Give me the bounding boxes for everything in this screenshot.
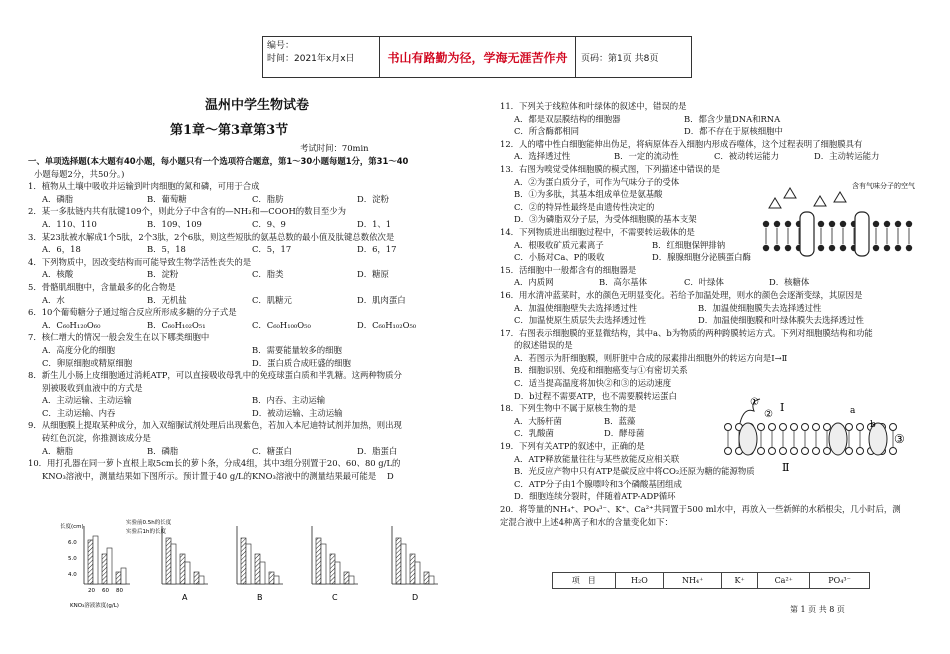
q12-stem: 12．人的嗜中性白细胞能伸出伪足，将病原体吞入细胞内形成吞噬体，这个过程表明了细胞膜具有	[500, 138, 863, 149]
phospholipid-head	[857, 448, 864, 455]
q4-options	[28, 268, 476, 281]
chart-panel-label: A	[182, 593, 188, 602]
q19-stem: 19．下列有关ATP的叙述中，正确的是	[500, 441, 645, 452]
phospholipid-head	[890, 424, 897, 431]
q3-option-a[interactable]: A．6，18	[42, 244, 81, 255]
q14-stem: 14．下列物质进出细胞过程中，不需要转运载体的是	[500, 226, 695, 237]
q11-option-a[interactable]: A．都是双层膜结构的细胞器	[514, 113, 621, 124]
odorant-molecule	[784, 188, 796, 198]
q10-line1: 10．用打孔器在同一萝卜直根上取5cm长的萝卜条，分成4组，其中3组分别置于20、60、80 g/L的	[28, 458, 401, 469]
q12-option-a[interactable]: A．选择透过性	[514, 151, 571, 162]
header-motto: 书山有路勤为径，学海无涯苦作舟	[380, 37, 576, 77]
q10-chart-figure	[60, 516, 480, 608]
q6-option-c[interactable]: C．C₆₀H₁₀₀O₅₀	[252, 319, 311, 330]
receptor-protein	[800, 212, 814, 256]
q20-line2: 定混合液中上述4种离子和水的含量变化如下：	[500, 516, 673, 527]
q4-option-b[interactable]: B．淀粉	[147, 269, 179, 280]
chart-bar-after	[349, 576, 354, 584]
q6-stem: 6．10个葡萄糖分子通过缩合反应所形成多糖的分子式是	[28, 307, 237, 318]
page-footer: 第 1 页 共 8 页	[790, 605, 845, 614]
q11-option-c[interactable]: C．所含酶都相同	[514, 126, 580, 137]
q11-option-d[interactable]: D．都不存在于原核细胞中	[684, 126, 783, 137]
chart-bar-after	[429, 576, 434, 584]
chart-bar-before	[88, 540, 93, 584]
chart-bar-after	[171, 544, 176, 584]
q3-option-b[interactable]: B．5，18	[147, 244, 186, 255]
q13-option-a[interactable]: A．②为蛋白质分子，可作为气味分子的受体	[514, 176, 680, 187]
phospholipid-head	[763, 245, 769, 251]
q14-option-b[interactable]: B．红细胞保钾排钠	[652, 239, 726, 250]
phospholipid-head	[791, 424, 798, 431]
q19-option-b[interactable]: B．光反应产物中只有ATP是碳反应中将CO₂还原为糖的能源物质	[514, 466, 755, 477]
phospholipid-head	[725, 448, 732, 455]
chart-bar-before	[241, 538, 246, 584]
q14-option-d[interactable]: D．腺腺细胞分泌胰蛋白酶	[652, 252, 751, 263]
phospholipid-head	[813, 448, 820, 455]
q15-options	[500, 276, 920, 289]
q17-option-b[interactable]: B．细胞识别、免疫和细胞癌变与①有密切关系	[514, 365, 688, 376]
header-meta	[263, 37, 380, 77]
chart-bar-before	[102, 554, 107, 584]
chart-ytick: 6.0	[68, 540, 77, 546]
q13-stem: 13．右图为嗅觉受体细胞膜的模式图，下列描述中错误的是	[500, 163, 721, 174]
q7-option-b[interactable]: B．需要能量较多的细胞	[252, 344, 342, 355]
phospholipid-head	[725, 424, 732, 431]
left-column	[28, 155, 476, 482]
q6-option-d[interactable]: D．C₆₀H₁₀₂O₅₀	[357, 319, 417, 330]
q1-option-a[interactable]: A．磷脂	[42, 193, 74, 204]
phospholipid-head	[758, 424, 765, 431]
chart-bar-before	[116, 572, 121, 584]
chart-bar-after	[335, 562, 340, 584]
membrane-protein	[739, 423, 757, 455]
chart-bar-after	[185, 562, 190, 584]
q7-options-row-2	[28, 357, 476, 370]
chart-bar-after	[274, 576, 279, 584]
q9-line1: 9．从细胞膜上提取某种成分，加入双缩脲试剂处理后出现紫色，若加入本尼迪特试剂并加热，则出现	[28, 420, 402, 431]
phospholipid-head	[829, 221, 835, 227]
section-heading-cont: 小题每题2分，共50分。)	[34, 168, 125, 179]
q15-option-b[interactable]: B．高尔基体	[599, 277, 648, 288]
q18-option-d[interactable]: D．酵母菌	[604, 428, 645, 439]
q16-option-d[interactable]: D．加温使细胞膜和叶绿体膜失去选择透过性	[698, 315, 864, 326]
q18-stem: 18．下列生物中不属于原核生物的是	[500, 403, 637, 414]
q9-option-a[interactable]: A．糖脂	[42, 445, 74, 456]
q2-option-c[interactable]: C．9、9	[252, 218, 286, 229]
q2-option-a[interactable]: A．110、110	[42, 218, 97, 229]
q16-option-b[interactable]: B．加温使细胞膜失去选择透过性	[698, 302, 822, 313]
q4-option-a[interactable]: A．核酸	[42, 269, 74, 280]
q20-table-cell: H₂O	[615, 573, 664, 589]
q13-figure-label: 含有气味分子的空气	[852, 182, 915, 190]
q20-table-cell: K⁺	[721, 573, 757, 589]
chart-bar-after	[121, 568, 126, 584]
q16-option-a[interactable]: A．加温使细胞壁失去选择透过性	[514, 302, 638, 313]
q11-option-b[interactable]: B．都含少量DNA和RNA	[684, 113, 781, 124]
phospholipid-head	[873, 245, 879, 251]
chart-bar-before	[396, 538, 401, 584]
chart-bar-after	[415, 562, 420, 584]
chart-bar-before	[166, 538, 171, 584]
q15-stem: 15．活细胞中一般都含有的细胞器是	[500, 264, 637, 275]
q13-option-c[interactable]: C．②的特异性最终是由遗传性决定的	[514, 201, 655, 212]
q17-option-a[interactable]: A．若图示为肝细胞膜，则肝脏中合成的尿素排出细胞外的转运方向是Ⅰ→Ⅱ	[514, 352, 788, 363]
membrane-protein	[829, 423, 847, 455]
chart-bar-after	[199, 576, 204, 584]
phospholipid-head	[829, 245, 835, 251]
chart-ytick: 4.0	[68, 572, 77, 578]
q15-option-a[interactable]: A．内质网	[514, 277, 554, 288]
q7-options-row-1	[28, 344, 476, 357]
chart-panel-label: B	[257, 593, 263, 602]
q20-table-cell: 项 目	[553, 573, 616, 589]
phospholipid-head	[785, 245, 791, 251]
phospholipid-head	[906, 221, 912, 227]
q14-option-a[interactable]: A．根吸收矿质元素离子	[514, 239, 604, 250]
q19-option-d[interactable]: D．细胞连续分裂时，伴随着ATP-ADP循环	[514, 491, 676, 502]
q5-option-b[interactable]: B．无机盐	[147, 294, 187, 305]
phospholipid-head	[890, 448, 897, 455]
q1-option-d[interactable]: D．淀粉	[357, 193, 389, 204]
q2-options	[28, 218, 476, 231]
phospholipid-head	[846, 424, 853, 431]
q11-options-row-1	[500, 113, 920, 126]
q8-options-2	[28, 407, 476, 420]
q9-option-c[interactable]: C．糖蛋白	[252, 445, 292, 456]
q8-option-a[interactable]: A．主动运输、主动运输	[42, 395, 132, 406]
chart-panel-label: C	[332, 593, 338, 602]
q12-option-b[interactable]: B．一定的流动性	[614, 151, 679, 162]
olfactory-membrane-figure	[760, 178, 925, 260]
q18-option-b[interactable]: B．蓝藻	[604, 415, 636, 426]
q16-options-2	[500, 314, 920, 327]
phospholipid-head	[824, 424, 831, 431]
phospholipid-head	[802, 448, 809, 455]
phospholipid-head	[763, 221, 769, 227]
phospholipid-head	[895, 245, 901, 251]
phospholipid-head	[818, 221, 824, 227]
chart-bar-before	[410, 554, 415, 584]
q7-stem: 7．核仁增大的情况一般会发生在以下哪类细胞中	[28, 332, 210, 343]
q12-option-d[interactable]: D．主动转运能力	[814, 151, 880, 162]
q15-option-c[interactable]: C．叶绿体	[684, 277, 724, 288]
chart-bar-before	[330, 554, 335, 584]
phospholipid-head	[846, 448, 853, 455]
phospholipid-head	[774, 245, 780, 251]
chart-bar-before	[255, 554, 260, 584]
phospholipid-head	[873, 221, 879, 227]
q20-table-cell: PO₄³⁻	[810, 573, 870, 589]
phospholipid-head	[857, 424, 864, 431]
q15-option-d[interactable]: D．核糖体	[769, 277, 810, 288]
q16-option-c[interactable]: C．加温使原生质层失去选择透过性	[514, 315, 647, 326]
q8-option-b[interactable]: B．内吞、主动运输	[252, 395, 326, 406]
q17-label-1: ①	[750, 397, 759, 408]
q2-option-b[interactable]: B．109、109	[147, 218, 202, 229]
q20-table-header-row	[553, 573, 870, 589]
phospholipid-head	[758, 448, 765, 455]
phospholipid-head	[780, 448, 787, 455]
chart-bar-after	[246, 544, 251, 584]
chart-bar-before	[316, 538, 321, 584]
chart-ytick: 5.0	[68, 556, 77, 562]
q17-label-2: ②	[764, 409, 773, 420]
phospholipid-head	[884, 245, 890, 251]
phospholipid-head	[840, 245, 846, 251]
phospholipid-head	[906, 245, 912, 251]
q4-option-d[interactable]: D．糖原	[357, 269, 389, 280]
exam-title: 温州中学生物试卷	[205, 98, 310, 113]
q6-options	[28, 319, 476, 332]
q7-option-a[interactable]: A．高度分化的细胞	[42, 344, 116, 355]
chart-bar-before	[424, 572, 429, 584]
q8-line1: 8．新生儿小肠上皮细胞通过消耗ATP，可以直接吸收母乳中的免疫球蛋白质和半乳糖。这两种物质分	[28, 370, 402, 381]
q9-option-b[interactable]: B．磷脂	[147, 445, 179, 456]
chart-bar-after	[107, 548, 112, 584]
exam-time: 考试时间：70min	[300, 143, 369, 153]
q3-options	[28, 243, 476, 256]
chart-bar-before	[194, 572, 199, 584]
odorant-molecule	[834, 192, 846, 202]
q17-option-d[interactable]: D．b过程不需要ATP，也不需要膜转运蛋白	[514, 390, 677, 401]
q9-option-d[interactable]: D．脂蛋白	[357, 445, 398, 456]
chart-bar-before	[344, 572, 349, 584]
q3-option-c[interactable]: C．5，17	[252, 244, 292, 255]
right-question-list	[500, 100, 920, 163]
q2-option-d[interactable]: D．1、1	[357, 218, 392, 229]
chart-xtick: 20	[88, 588, 95, 594]
time-label: 时间：2021年x月x日	[267, 54, 355, 64]
chart-xtick: 60	[102, 588, 109, 594]
q3-stem: 3．某23肽被水解成1个5肽，2个3肽，2个6肽，则这些短肽的氨基总数的最小值及肽键总数依次是	[28, 231, 395, 242]
phospholipid-head	[824, 448, 831, 455]
q10-answer: D	[386, 470, 394, 481]
phospholipid-head	[802, 424, 809, 431]
phospholipid-head	[774, 221, 780, 227]
phospholipid-head	[791, 448, 798, 455]
chart-bar-after	[93, 536, 98, 584]
q10-line2-text: KNO₃溶液中，测量结果如下图所示。预计置于40 g/L的KNO₃溶液中的测量结果最可能是	[42, 470, 377, 481]
chart-bar-after	[401, 544, 406, 584]
q5-option-d[interactable]: D．肌肉蛋白	[357, 294, 406, 305]
odorant-molecule	[769, 198, 781, 208]
chart-bar-before	[269, 572, 274, 584]
q8-option-c[interactable]: C．主动运输、内吞	[42, 407, 116, 418]
q4-stem: 4．下列物质中，因改变结构而可能导致生物学活性丧失的是	[28, 256, 252, 267]
q16-stem: 16．用水清冲蓝菜时，水的颜色无明显变化。若给予加温处理，则水的颜色会逐渐变绿，其原因是	[500, 289, 863, 300]
q20-table	[552, 572, 870, 589]
q10-line2	[28, 470, 476, 483]
code-label: 编号：	[267, 41, 295, 51]
odorant-molecule	[814, 196, 826, 206]
header-page: 页码：第1页 共8页	[581, 53, 659, 64]
chart-panel-label: D	[412, 593, 419, 602]
q9-line2: 砖红色沉淀，你推测该成分是	[42, 433, 151, 444]
q17-line2: 的叙述错误的是	[514, 340, 573, 351]
chart-label: KNO₃溶液浓度(g/L)	[70, 603, 119, 608]
q17-label-3: ③	[894, 432, 905, 446]
phospholipid-head	[840, 221, 846, 227]
page-header	[262, 36, 692, 78]
phospholipid-head	[769, 448, 776, 455]
q2-stem: 2．某一多肽链内共有肽键109个，则此分子中含有的—NH₂和—COOH的数目至少为	[28, 206, 346, 217]
phospholipid-head	[895, 221, 901, 227]
left-question-list	[28, 180, 476, 369]
q1-option-b[interactable]: B．葡萄糖	[147, 193, 187, 204]
chart-xtick: 80	[116, 588, 123, 594]
q17-roman-1: Ⅰ	[780, 401, 785, 414]
chart-label: 实验前0.5h的长度	[126, 520, 172, 526]
q7-option-d[interactable]: D．蛋白质合成旺盛的细胞	[252, 357, 351, 368]
q5-stem: 5．骨骼肌细胞中，含量最多的化合物是	[28, 281, 176, 292]
membrane-structure-figure	[720, 393, 920, 475]
exam-subtitle: 第1章～第3章第3节	[170, 123, 289, 138]
q20-table-cell: Ca²⁺	[758, 573, 810, 589]
q1-options	[28, 193, 476, 206]
q18-option-a[interactable]: A．大肠杆菌	[514, 415, 562, 426]
q17-line1: 17．右图表示细胞膜的亚显微结构，其中a、b为物质的两种跨膜转运方式。下列对细胞膜结构和功能	[500, 327, 873, 338]
phospholipid-head	[884, 221, 890, 227]
q7-option-c[interactable]: C．卵原细胞或精原细胞	[42, 357, 133, 368]
q13-option-b[interactable]: B．①为多肽，其基本组成单位是氨基酸	[514, 189, 663, 200]
q14-option-c[interactable]: C．小肠对Ca、P的吸收	[514, 252, 605, 263]
q3-option-d[interactable]: D．6，17	[357, 244, 397, 255]
phospholipid-head	[785, 221, 791, 227]
q5-option-c[interactable]: C．肌糖元	[252, 294, 292, 305]
q13-option-d[interactable]: D．③为磷脂双分子层，为受体细胞膜的基本支架	[514, 214, 697, 225]
q11-options-row-2	[500, 125, 920, 138]
q5-options	[28, 294, 476, 307]
phospholipid-head	[818, 245, 824, 251]
q17-option-c[interactable]: C．适当提高温度将加快②和③的运动速度	[514, 378, 672, 389]
q6-option-a[interactable]: A．C₆₀H₁₂₀O₆₀	[42, 319, 101, 330]
receptor-protein	[855, 212, 869, 256]
chart-bar-after	[260, 562, 265, 584]
q17-roman-2: Ⅱ	[782, 461, 790, 474]
q1-stem: 1．植物从土壤中吸收并运输到叶肉细胞的氮和磷，可用于合成	[28, 181, 260, 192]
q16-options	[500, 302, 920, 315]
q4-option-c[interactable]: C．脂类	[252, 269, 284, 280]
phospholipid-head	[813, 424, 820, 431]
q19-option-c[interactable]: C．ATP分子由1个腺嘌呤和3个磷酸基团组成	[514, 478, 682, 489]
q11-stem: 11．下列关于线粒体和叶绿体的叙述中，错误的是	[500, 101, 687, 111]
q6-option-b[interactable]: B．C₆₀H₁₀₂O₅₁	[147, 319, 206, 330]
q1-option-c[interactable]: C．脂肪	[252, 193, 284, 204]
q8-line2: 别被吸收到血液中的方式是	[42, 382, 143, 393]
chart-label: 实验后1h的长度	[126, 529, 166, 535]
q12-option-c[interactable]: C．被动转运能力	[714, 151, 780, 162]
chart-label: 长度(cm)	[60, 524, 84, 530]
section-heading: 一、单项选择题(本大题有40小题，每小题只有一个选项符合题意，第1～30小题每题1分，第31～40	[28, 156, 409, 166]
q20-table-cell: NH₄⁺	[664, 573, 722, 589]
chart-bar-after	[321, 544, 326, 584]
chart-bar-before	[180, 554, 185, 584]
q20-line1: 20．将等量的NH₄⁺、PO₄³⁻、K⁺、Ca²⁺共同置于500 ml水中，再放入一些新鲜的水稻根尖，几小时后，测	[500, 504, 901, 514]
q18-option-c[interactable]: C．乳酸菌	[514, 428, 554, 439]
q9-options	[28, 445, 476, 458]
q17-label-b: b	[870, 420, 876, 430]
q19-option-a[interactable]: A．ATP释放能量往往与某些放能反应相关联	[514, 453, 680, 464]
phospholipid-head	[780, 424, 787, 431]
q8-option-d[interactable]: D．被动运输、主动运输	[252, 407, 343, 418]
q12-options	[500, 150, 920, 163]
q8-options	[28, 394, 476, 407]
q17-label-a: a	[850, 406, 856, 416]
phospholipid-head	[769, 424, 776, 431]
q5-option-a[interactable]: A．水	[42, 294, 65, 305]
